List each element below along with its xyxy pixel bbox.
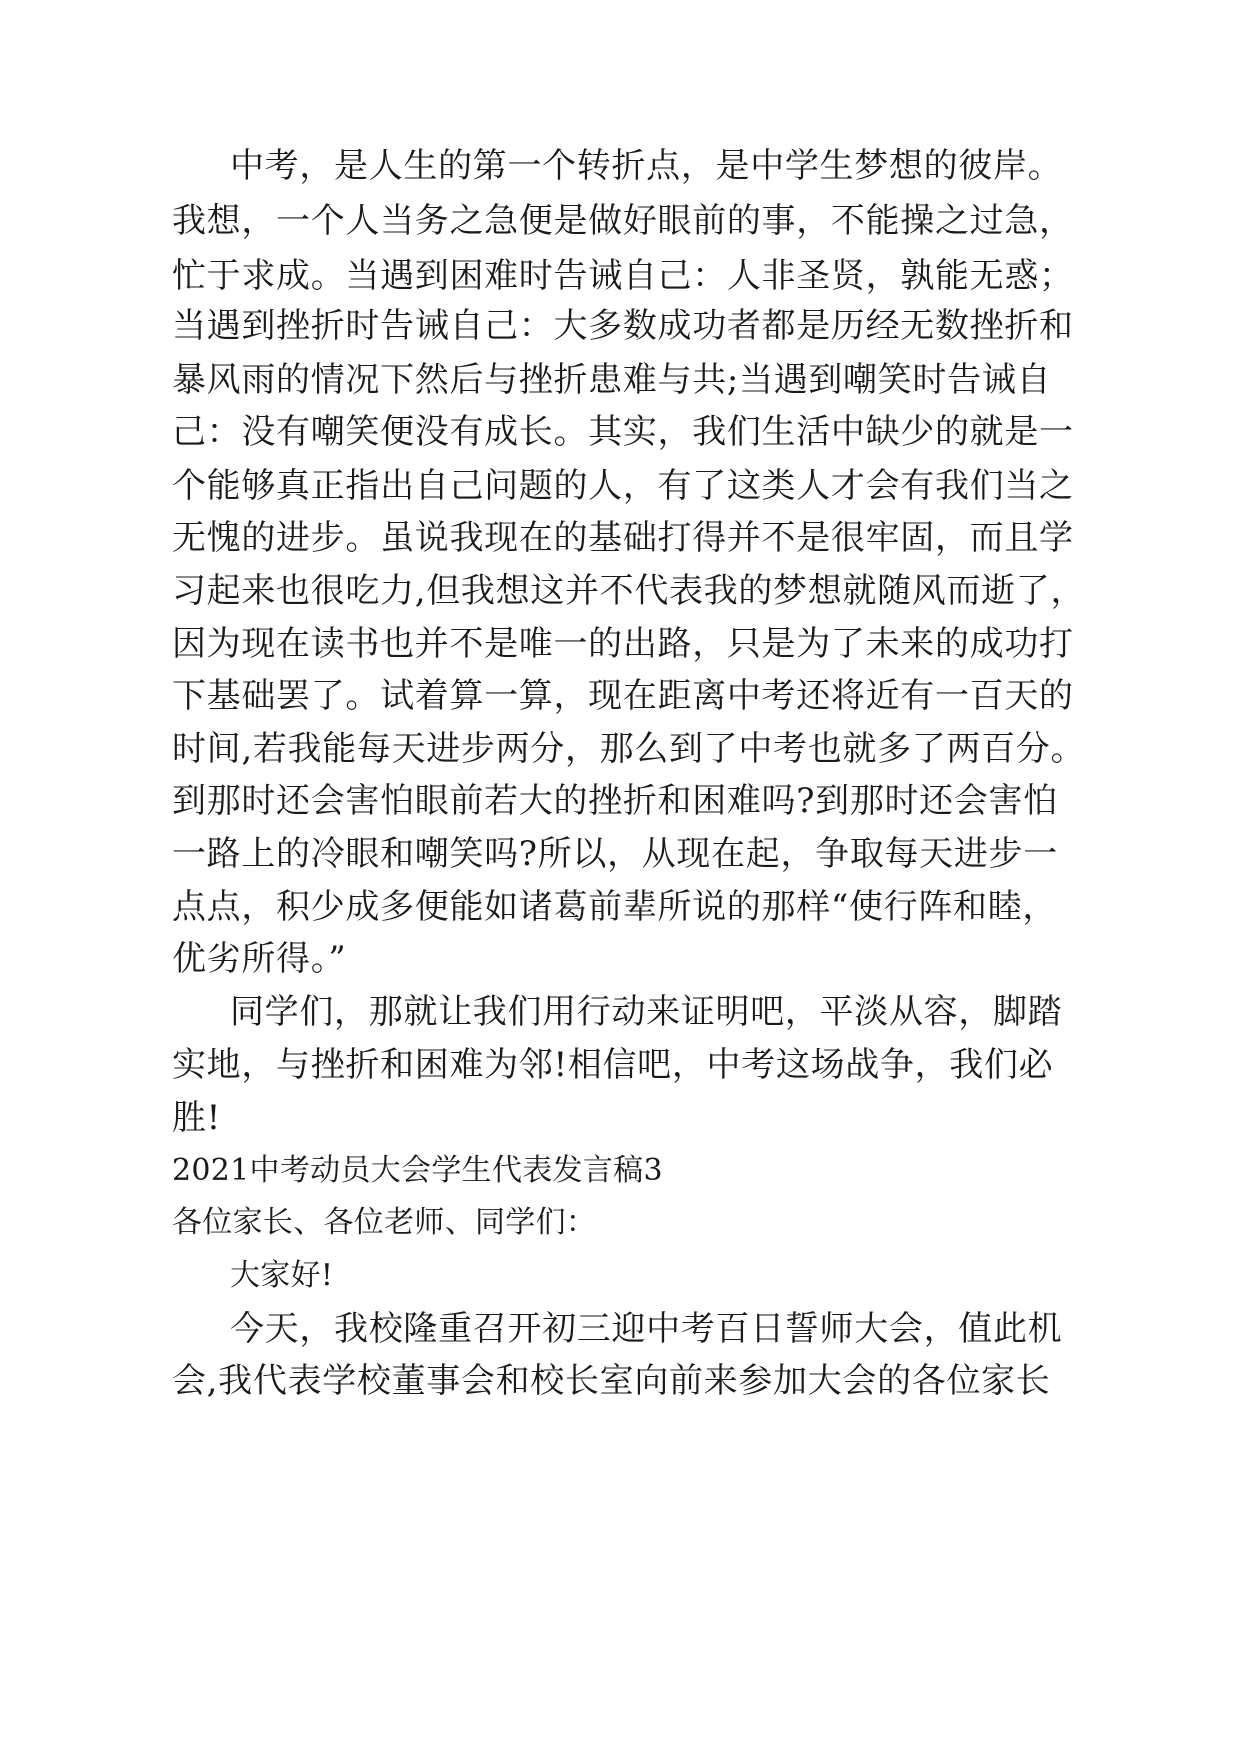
text-line-1: 中考，是人生的第一个转折点，是中学生梦想的彼岸。 [230, 146, 1063, 186]
text-line-14: 一路上的冷眼和嘲笑吗?所以，从现在起，争取每天进步一 [172, 834, 1058, 874]
text-line-5: 暴风雨的情况下然后与挫折患难与共;当遇到嘲笑时告诫自 [172, 360, 1052, 400]
text-line-9: 习起来也很吃力,但我想这并不代表我的梦想就随风而逝了， [172, 571, 1086, 611]
text-line-3: 忙于求成。当遇到困难时告诫自己：人非圣贤，孰能无惑； [172, 256, 1074, 296]
text-line-10: 因为现在读书也并不是唯一的出路，只是为了未来的成功打 [172, 624, 1074, 664]
text-line-24: 会,我代表学校董事会和校长室向前来参加大会的各位家长 [172, 1361, 1051, 1401]
greeting: 大家好! [230, 1258, 334, 1293]
text-line-7: 个能够真正指出自己问题的人，有了这类人才会有我们当之 [172, 466, 1074, 506]
text-line-6: 己：没有嘲笑便没有成长。其实，我们生活中缺少的就是一 [172, 412, 1074, 452]
text-line-15: 点点，积少成多便能如诸葛前辈所说的那样“使行阵和睦， [172, 887, 1058, 927]
text-line-4: 当遇到挫折时告诫自己：大多数成功者都是历经无数挫折和 [172, 306, 1074, 346]
text-line-2: 我想，一个人当务之急便是做好眼前的事，不能操之过急， [172, 201, 1074, 241]
text-line-13: 到那时还会害怕眼前若大的挫折和困难吗?到那时还会害怕 [172, 781, 1058, 821]
text-line-16: 优劣所得。” [172, 939, 347, 979]
text-line-8: 无愧的进步。虽说我现在的基础打得并不是很牢固，而且学 [172, 518, 1074, 558]
text-line-12: 时间,若我能每天进步两分，那么到了中考也就多了两百分。 [172, 729, 1086, 769]
section-heading: 2021中考动员大会学生代表发言稿3 [172, 1153, 663, 1188]
text-line-11: 下基础罢了。试着算一算，现在距离中考还将近有一百天的 [172, 676, 1074, 716]
text-line-19: 胜! [172, 1098, 222, 1138]
text-line-23: 今天，我校隆重召开初三迎中考百日誓师大会，值此机 [230, 1309, 1063, 1349]
text-line-17: 同学们，那就让我们用行动来证明吧，平淡从容，脚踏 [230, 992, 1063, 1032]
salutation: 各位家长、各位老师、同学们： [172, 1205, 597, 1240]
text-line-18: 实地，与挫折和困难为邻!相信吧，中考这场战争，我们必 [172, 1045, 1054, 1085]
